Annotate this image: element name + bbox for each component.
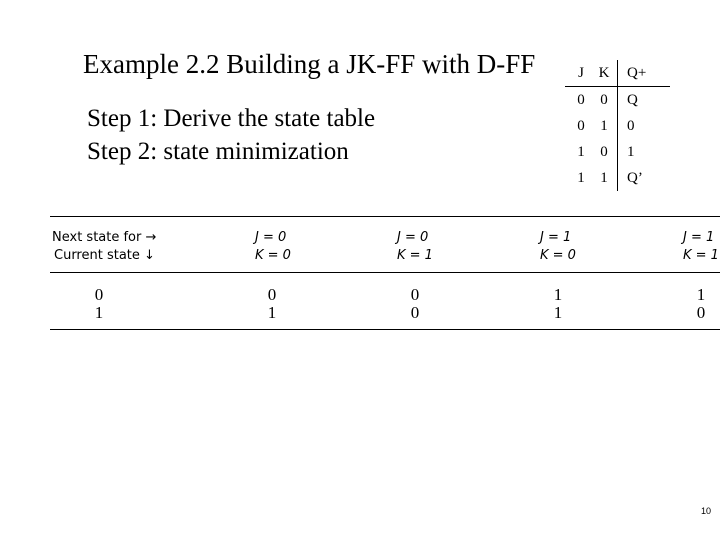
- jk-cell: 0: [591, 87, 618, 114]
- next-state-cell: 0: [267, 285, 277, 304]
- column-header-3: [540, 229, 576, 265]
- table-rule-top: [50, 216, 720, 217]
- column-header-j: J = 1: [683, 230, 715, 245]
- current-state-cell: 1: [94, 303, 104, 322]
- current-state-cell: 0: [94, 285, 104, 304]
- jk-truth-table: [565, 60, 670, 191]
- jk-header-k: K: [591, 60, 618, 87]
- corner-next-state: Next state for →: [52, 230, 157, 245]
- column-header-1: [255, 229, 291, 265]
- column-header-k: K = 1: [683, 248, 719, 263]
- table-rule-bottom: [50, 329, 720, 330]
- table-row: [565, 139, 670, 165]
- jk-cell: 1: [577, 169, 585, 186]
- column-header-k: K = 0: [255, 248, 291, 263]
- jk-cell: 0: [577, 117, 585, 134]
- jk-header-j: J: [565, 60, 591, 87]
- column-header-k: K = 1: [397, 248, 433, 263]
- next-state-cell: 0: [410, 303, 420, 322]
- jk-cell: 1: [577, 143, 585, 160]
- column-header-j: J = 0: [255, 230, 287, 245]
- next-state-cell: 1: [696, 285, 706, 304]
- step-1: Step 1: Derive the state table: [87, 105, 376, 132]
- column-header-j: J = 1: [540, 230, 572, 245]
- jk-cell: Q’: [627, 169, 643, 186]
- corner-header: [52, 229, 156, 265]
- step-list: [87, 102, 375, 168]
- jk-header-q: Q+: [618, 60, 671, 87]
- jk-cell: 1: [627, 143, 635, 160]
- next-state-cell: 0: [696, 303, 706, 322]
- slide-title: Example 2.2 Building a JK-FF with D-FF: [83, 49, 536, 79]
- table-row: [565, 113, 670, 139]
- next-state-cell: 1: [267, 303, 277, 322]
- jk-cell: 1: [591, 113, 618, 139]
- jk-cell: 0: [627, 117, 635, 134]
- jk-cell: 1: [591, 165, 618, 191]
- column-header-2: [397, 229, 433, 265]
- table-row: [565, 87, 670, 114]
- column-header-4: [683, 229, 719, 265]
- next-state-cell: 1: [553, 285, 563, 304]
- jk-table-header: [565, 60, 670, 87]
- next-state-cell: 0: [410, 285, 420, 304]
- page-number: 10: [700, 506, 711, 516]
- jk-cell: Q: [627, 91, 638, 108]
- column-header-k: K = 0: [540, 248, 576, 263]
- table-row: [565, 165, 670, 191]
- column-header-j: J = 0: [397, 230, 429, 245]
- jk-cell: 0: [577, 91, 585, 108]
- next-state-cell: 1: [553, 303, 563, 322]
- corner-current-state: Current state ↓: [54, 248, 155, 263]
- table-rule-middle: [50, 272, 720, 273]
- jk-cell: 0: [591, 139, 618, 165]
- step-2: Step 2: state minimization: [87, 138, 349, 165]
